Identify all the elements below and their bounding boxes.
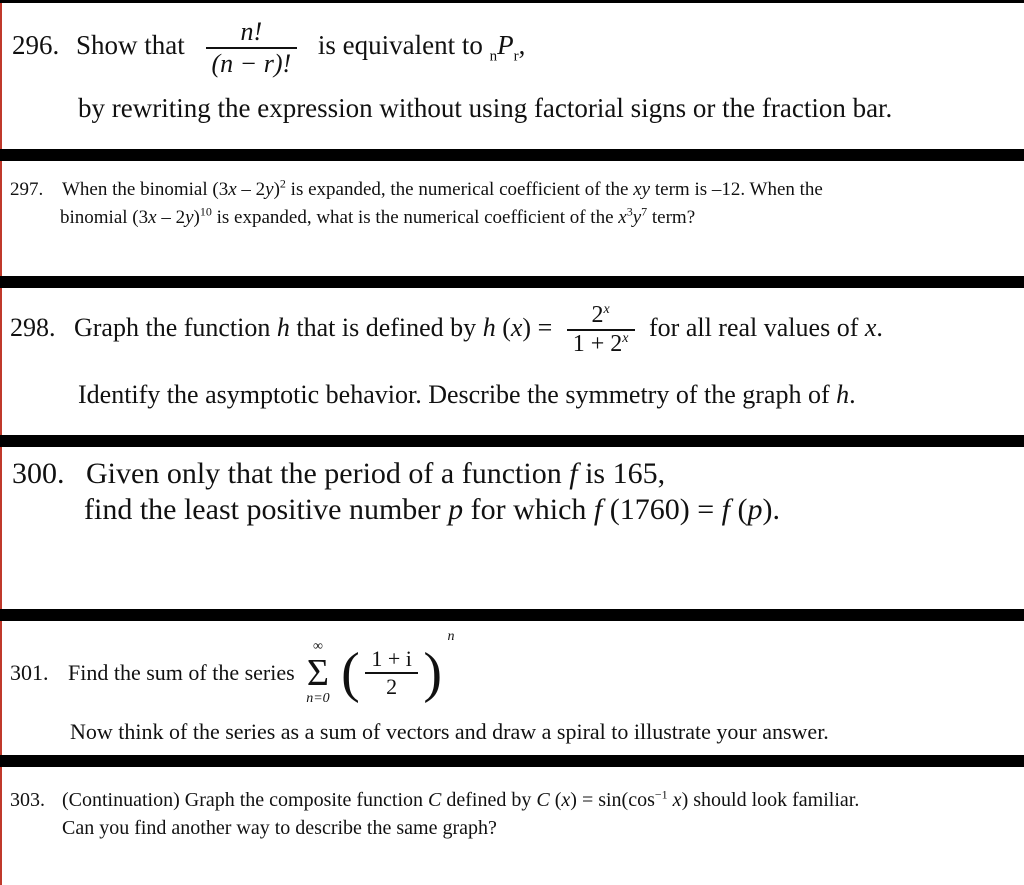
problem-text: (Continuation) Graph the composite function C defined by C $(x) = \sin(\cos^{-1}$ x) should look familiar. (62, 787, 860, 811)
problem-text: by rewriting the expression without using factorial signs or the fraction bar. (78, 93, 893, 123)
problem-298 (0, 288, 1024, 435)
problem-301 (0, 621, 1024, 755)
problem-text: binomial (3x – 2y)$^{10}$ is expanded, what is the numerical coefficient of the $x^3y^7$ term? (60, 204, 696, 228)
left-paren: ( (341, 641, 360, 704)
fraction (365, 646, 418, 700)
fraction-denominator: 2 (386, 673, 398, 699)
problem-text: Show that (76, 30, 185, 61)
right-paren: ) (423, 641, 442, 704)
summation-upper: ∞ (312, 638, 323, 654)
exponent: n (447, 629, 455, 644)
fraction-numerator: 2$^x$ (567, 302, 635, 331)
problem-303 (0, 767, 1024, 885)
problem-text: , (518, 30, 526, 61)
fraction-denominator: (n − r)! (211, 49, 292, 78)
summation-lower: n=0 (306, 690, 330, 706)
divider-bar (0, 435, 1024, 447)
problem-text: Now think of the series as a sum of vectors and draw a spiral to illustrate your answer. (70, 719, 829, 744)
fraction-numerator: n! (206, 17, 298, 49)
divider-bar (0, 755, 1024, 767)
problem-text: When the binomial (3x – 2y)$^2$ is expanded, the numerical coefficient of the xy term is –12. When the (62, 176, 823, 200)
summation-symbol: Σ (306, 651, 329, 694)
problem-text: is equivalent to (317, 30, 483, 61)
problem-number: 297. (10, 179, 44, 200)
problem-text: for all real values of x. (649, 312, 883, 342)
problem-number: 298. (10, 312, 56, 342)
problem-text: Find the sum of the series (68, 659, 295, 685)
fraction-numerator: 1 + i (365, 646, 418, 674)
divider-bar (0, 149, 1024, 161)
problem-297 (0, 161, 1024, 276)
problem-text: Identify the asymptotic behavior. Describe the symmetry of the graph of h. (78, 380, 856, 409)
problem-text: Graph the function h that is defined by h (x) = (74, 312, 553, 342)
permutation-r: r (513, 48, 519, 65)
fraction (567, 302, 635, 358)
permutation-p: P (497, 30, 514, 61)
fraction-denominator: $1 + 2^x$ (572, 331, 629, 357)
problem-number: 300. (12, 457, 65, 490)
problem-number: 296. (12, 30, 60, 61)
problem-300 (0, 447, 1024, 609)
summation (306, 640, 329, 706)
divider-bar (0, 276, 1024, 288)
divider-bar (0, 609, 1024, 621)
problem-text: Given only that the period of a function f is 165, (86, 457, 666, 490)
problem-text: Can you find another way to describe the same graph? (62, 817, 497, 839)
problem-number: 303. (10, 789, 45, 811)
fraction (206, 17, 298, 79)
problem-text: find the least positive number p for which f (1760) = f (p). (84, 493, 780, 526)
problem-296 (0, 3, 1024, 149)
permutation-n: n (489, 48, 498, 65)
problem-number: 301. (10, 659, 49, 685)
